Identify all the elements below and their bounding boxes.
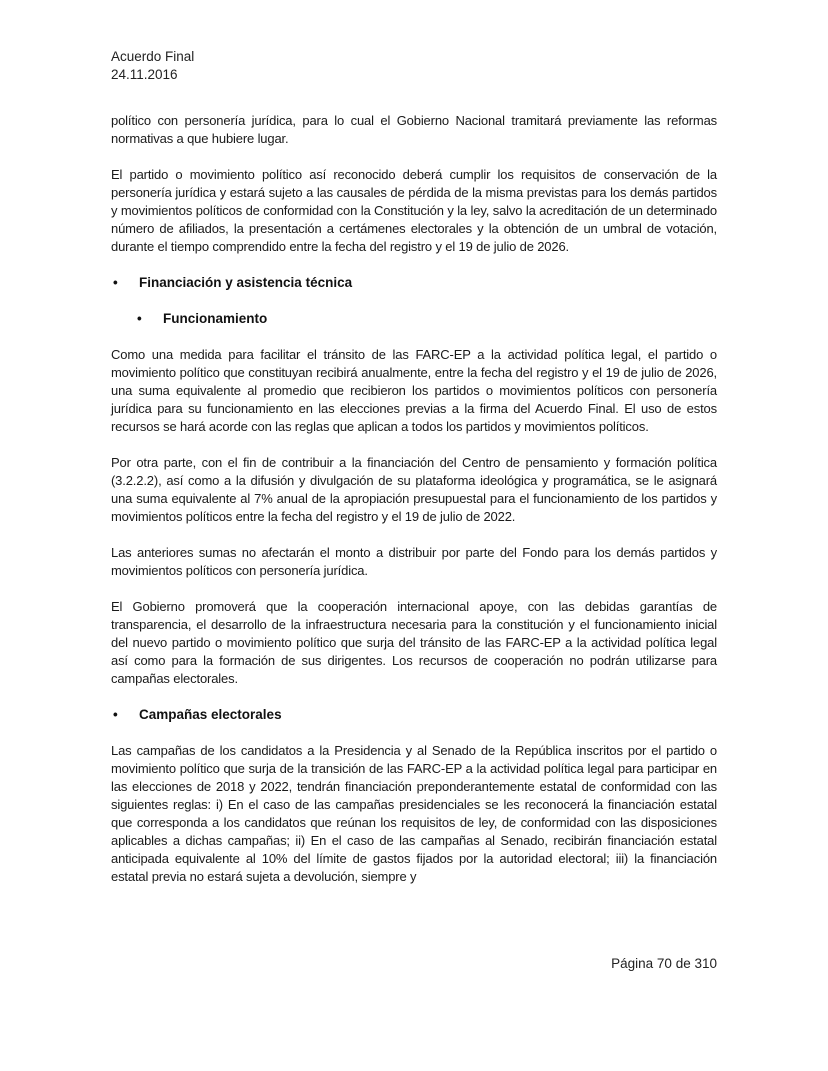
- heading-label: Campañas electorales: [139, 707, 282, 722]
- document-date: 24.11.2016: [111, 67, 178, 82]
- paragraph-legal-status: El partido o movimiento político así reconocido deberá cumplir los requisitos de conservación de la personería jurídica y estará sujeto a las causales de pérdida de la misma previstas para los demás partidos y movimientos políticos de conformidad con la Constitución y la ley, salvo la acreditación de un determinado número de afiliados, la presentación a certámenes electorales y la obtención de un umbral de votación, durante el tiempo comprendido entre la fecha del registro y el 19 de julio de 2026.: [111, 167, 717, 254]
- paragraph-international-cooperation: El Gobierno promoverá que la cooperación internacional apoye, con las debidas garantías de transparencia, el desarrollo de la infraestructura necesaria para la constitución y el funcionamiento inicial del nuevo partido o movimiento político que surja del tránsito de las FARC-EP a la actividad política legal así como para la formación de sus dirigentes. Los recursos de cooperación no podrán utilizarse para campañas electorales.: [111, 599, 717, 686]
- heading-label: Financiación y asistencia técnica: [139, 275, 353, 290]
- paragraph-think-tank-funding: Por otra parte, con el fin de contribuir a la financiación del Centro de pensamiento y formación política (3.2.2.2), así como a la difusión y divulgación de su plataforma ideológica y programática, se le asignará una suma equivalente al 7% anual de la apropiación presupuestal para el funcionamiento de los partidos y movimientos políticos entre la fecha del registro y el 19 de julio de 2022.: [111, 455, 717, 524]
- paragraph-continuation: político con personería jurídica, para lo cual el Gobierno Nacional tramitará previamente las reformas normativas a que hubiere lugar.: [111, 113, 717, 146]
- page-header: [111, 48, 194, 84]
- heading-campanas: [111, 706, 717, 724]
- paragraph-fund-distribution: Las anteriores sumas no afectarán el monto a distribuir por parte del Fondo para los demás partidos y movimientos políticos con personería jurídica.: [111, 545, 717, 578]
- document-title: Acuerdo Final: [111, 49, 195, 64]
- page-number: Página 70 de 310: [611, 956, 717, 971]
- bullet-icon: •: [137, 311, 142, 326]
- paragraph-campaign-financing: Las campañas de los candidatos a la Presidencia y al Senado de la República inscritos por el partido o movimiento político que surja de la transición de las FARC-EP a la actividad política legal para participar en las elecciones de 2018 y 2022, tendrán financiación preponderantemente estatal de conformidad con las siguientes reglas: i) En el caso de las campañas presidenciales se les reconocerá la financiación estatal que corresponda a los candidatos que reúnan los requisitos de ley, de conformidad con las disposiciones aplicables a dichas campañas; ii) En el caso de las campañas al Senado, recibirán financiación estatal anticipada equivalente al 10% del límite de gastos fijados por la autoridad electoral; iii) la financiación estatal previa no estará sujeta a devolución, siempre y: [111, 743, 717, 884]
- paragraph-funding-measure: Como una medida para facilitar el tránsito de las FARC-EP a la actividad política legal, el partido o movimiento político que constituyan recibirá anualmente, entre la fecha del registro y el 19 de julio de 2026, una suma equivalente al promedio que recibieron los partidos o movimientos políticos con personería jurídica para su funcionamiento en las elecciones previas a la firma del Acuerdo Final. El uso de estos recursos se hará acorde con las reglas que aplican a todos los partidos y movimientos políticos.: [111, 347, 717, 434]
- subheading-funcionamiento: [111, 310, 717, 328]
- page-content: [111, 112, 717, 904]
- heading-financiacion: [111, 274, 717, 292]
- bullet-icon: •: [113, 275, 118, 290]
- heading-label: Funcionamiento: [163, 311, 268, 326]
- bullet-icon: •: [113, 707, 118, 722]
